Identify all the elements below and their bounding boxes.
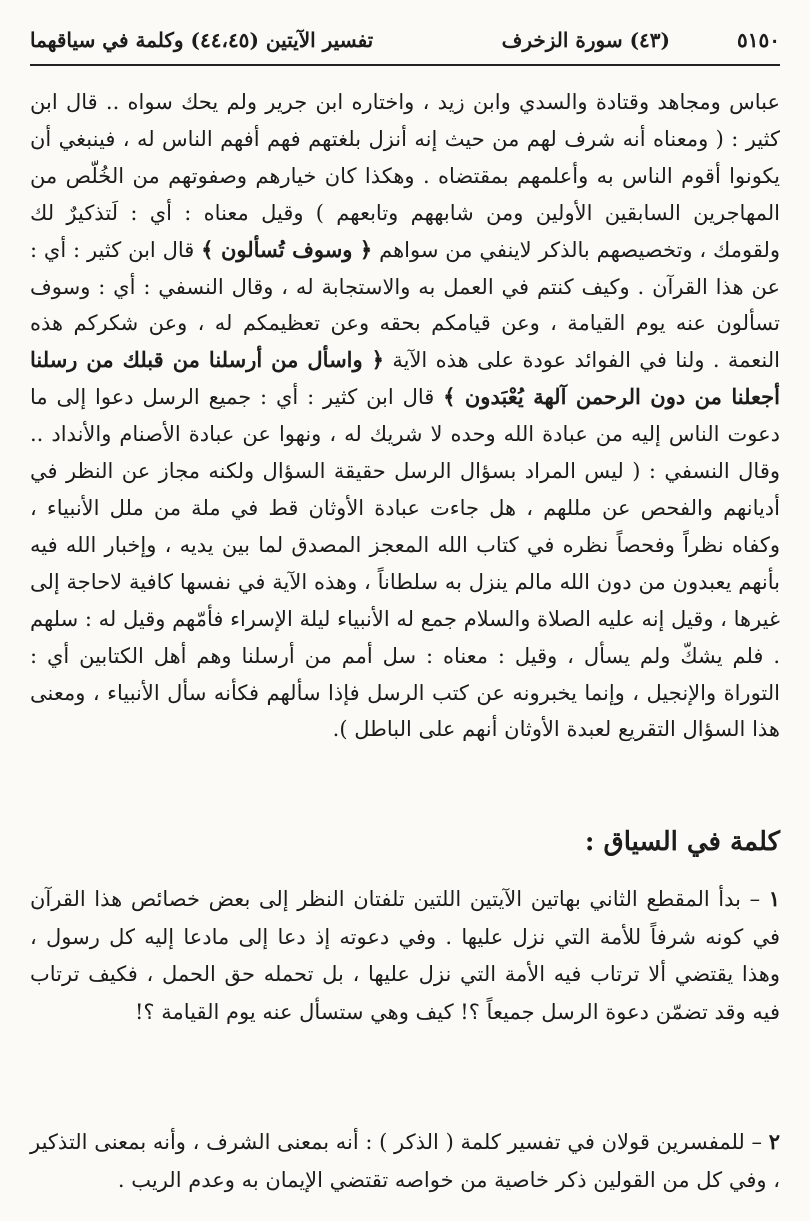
point-item — [30, 880, 780, 1031]
quran-verse: ﴿ واسأل من أرسلنا من قبلك من رسلنا أجعلنا من دون الرحمن آلهة يُعْبَدون ﴾ — [30, 347, 780, 410]
page-number: ٥١٥٠ — [737, 28, 780, 52]
text-run: عباس ومجاهد وقتادة والسدي وابن زيد ، واختاره ابن جرير ولم يحك سواه .. قال ابن كثير : ( ومعناه أنه شرف لهم من حيث إنه أنزل بلغتهم فهم أفهم الناس له ، فينبغي أن يكونوا أقوم الناس به وأعلمهم بمقتضاه . وهكذا كان خيارهم وصفوتهم من الخُلّص من المهاجرين السابقين الأولين ومن شابههم وتابعهم ) وقيل معناه : أي : لَتذكيرٌ لك ولقومك ، وتخصيصهم بالذكر لاينفي من سواهم — [30, 90, 780, 262]
quran-verse: ﴿ وسوف تُسألون ﴾ — [201, 236, 373, 262]
section-title-header: تفسير الآيتين (٤٤،٤٥) وكلمة في سياقهما — [30, 28, 374, 52]
text-run: قال ابن كثير : أي : جميع الرسل دعوا إلى ما دعوت الناس إليه من عبادة الله وحده لا شريك له ، ونهوا عن عبادة الأصنام والأنداد .. وقال النسفي : ( ليس المراد بسؤال الرسل حقيقة السؤال ولكنه مجاز عن النظر في أديانهم والفحص عن مللهم ، هل جاءت عبادة الأوثان قط في ملة من ملل الأنبياء ، وكفاه نظراً وفحصاً نظره في كتاب الله المعجز المصدق لما بين يديه ، وإخبار الله فيه بأنهم يعبدون من دون الله مالم ينزل به سلطاناً ، وهذه الآية في نفسها كافية لاحاجة إلى غيرها ، وقيل إنه عليه الصلاة والسلام جمع له الأنبياء ليلة الإسراء فأمّهم وقيل له : سلهم . فلم يشكّ ولم يسأل ، وقيل : معناه : سل أمم من أرسلنا وهم أهل الكتابين أي : التوراة والإنجيل ، وإنما يخبرونه عن كتب الرسل فإذا سألهم فكأنه سأل الأنبياء ، ومعنى هذا السؤال التقريع لعبدة الأوثان أنهم على الباطل ). — [30, 385, 780, 742]
point-text: – للمفسرين قولان في تفسير كلمة ( الذكر ) : أنه بمعنى الشرف ، وأنه بمعنى التذكير ، وفي كل من القولين ذكر خاصية من خواصه تقتضي الإيمان به وعدم الريب . — [30, 1130, 780, 1192]
point-item — [30, 1123, 780, 1199]
surah-title: (٤٣) سورة الزخرف — [501, 28, 670, 52]
point-number: ٢ — [768, 1129, 780, 1154]
commentary-text — [30, 84, 780, 748]
running-header — [30, 24, 780, 64]
section-heading: كلمة في السياق : — [584, 827, 780, 857]
commentary-paragraph — [30, 84, 780, 748]
header-rule — [30, 64, 780, 66]
point-text: – بدأ المقطع الثاني بهاتين الآيتين اللتين تلفتان النظر إلى بعض خصائص هذا القرآن في كونه شرفاً للأمة التي نزل عليها . وفي دعوته إذ دعا إلى مادعا إليه كل رسول ، وهذا يقتضي ألا ترتاب فيه الأمة التي نزل عليها ، بل تحمله حق الحمل ، فكيف ترتاب فيه وقد تضمّن دعوة الرسل جميعاً ؟! كيف وهي ستسأل عنه يوم القيامة ؟! — [30, 887, 780, 1024]
text-run: قال ابن كثير : أي : عن هذا القرآن . وكيف كنتم في العمل به والاستجابة له ، وقال النسفي : أي : وسوف تسألون عنه يوم القيامة ، وعن قيامكم بحقه وعن تعظيمكم له ، وعن شكركم هذه النعمة . ولنا في الفوائد عودة على هذه الآية — [30, 237, 781, 373]
point-number: ١ — [768, 886, 781, 911]
